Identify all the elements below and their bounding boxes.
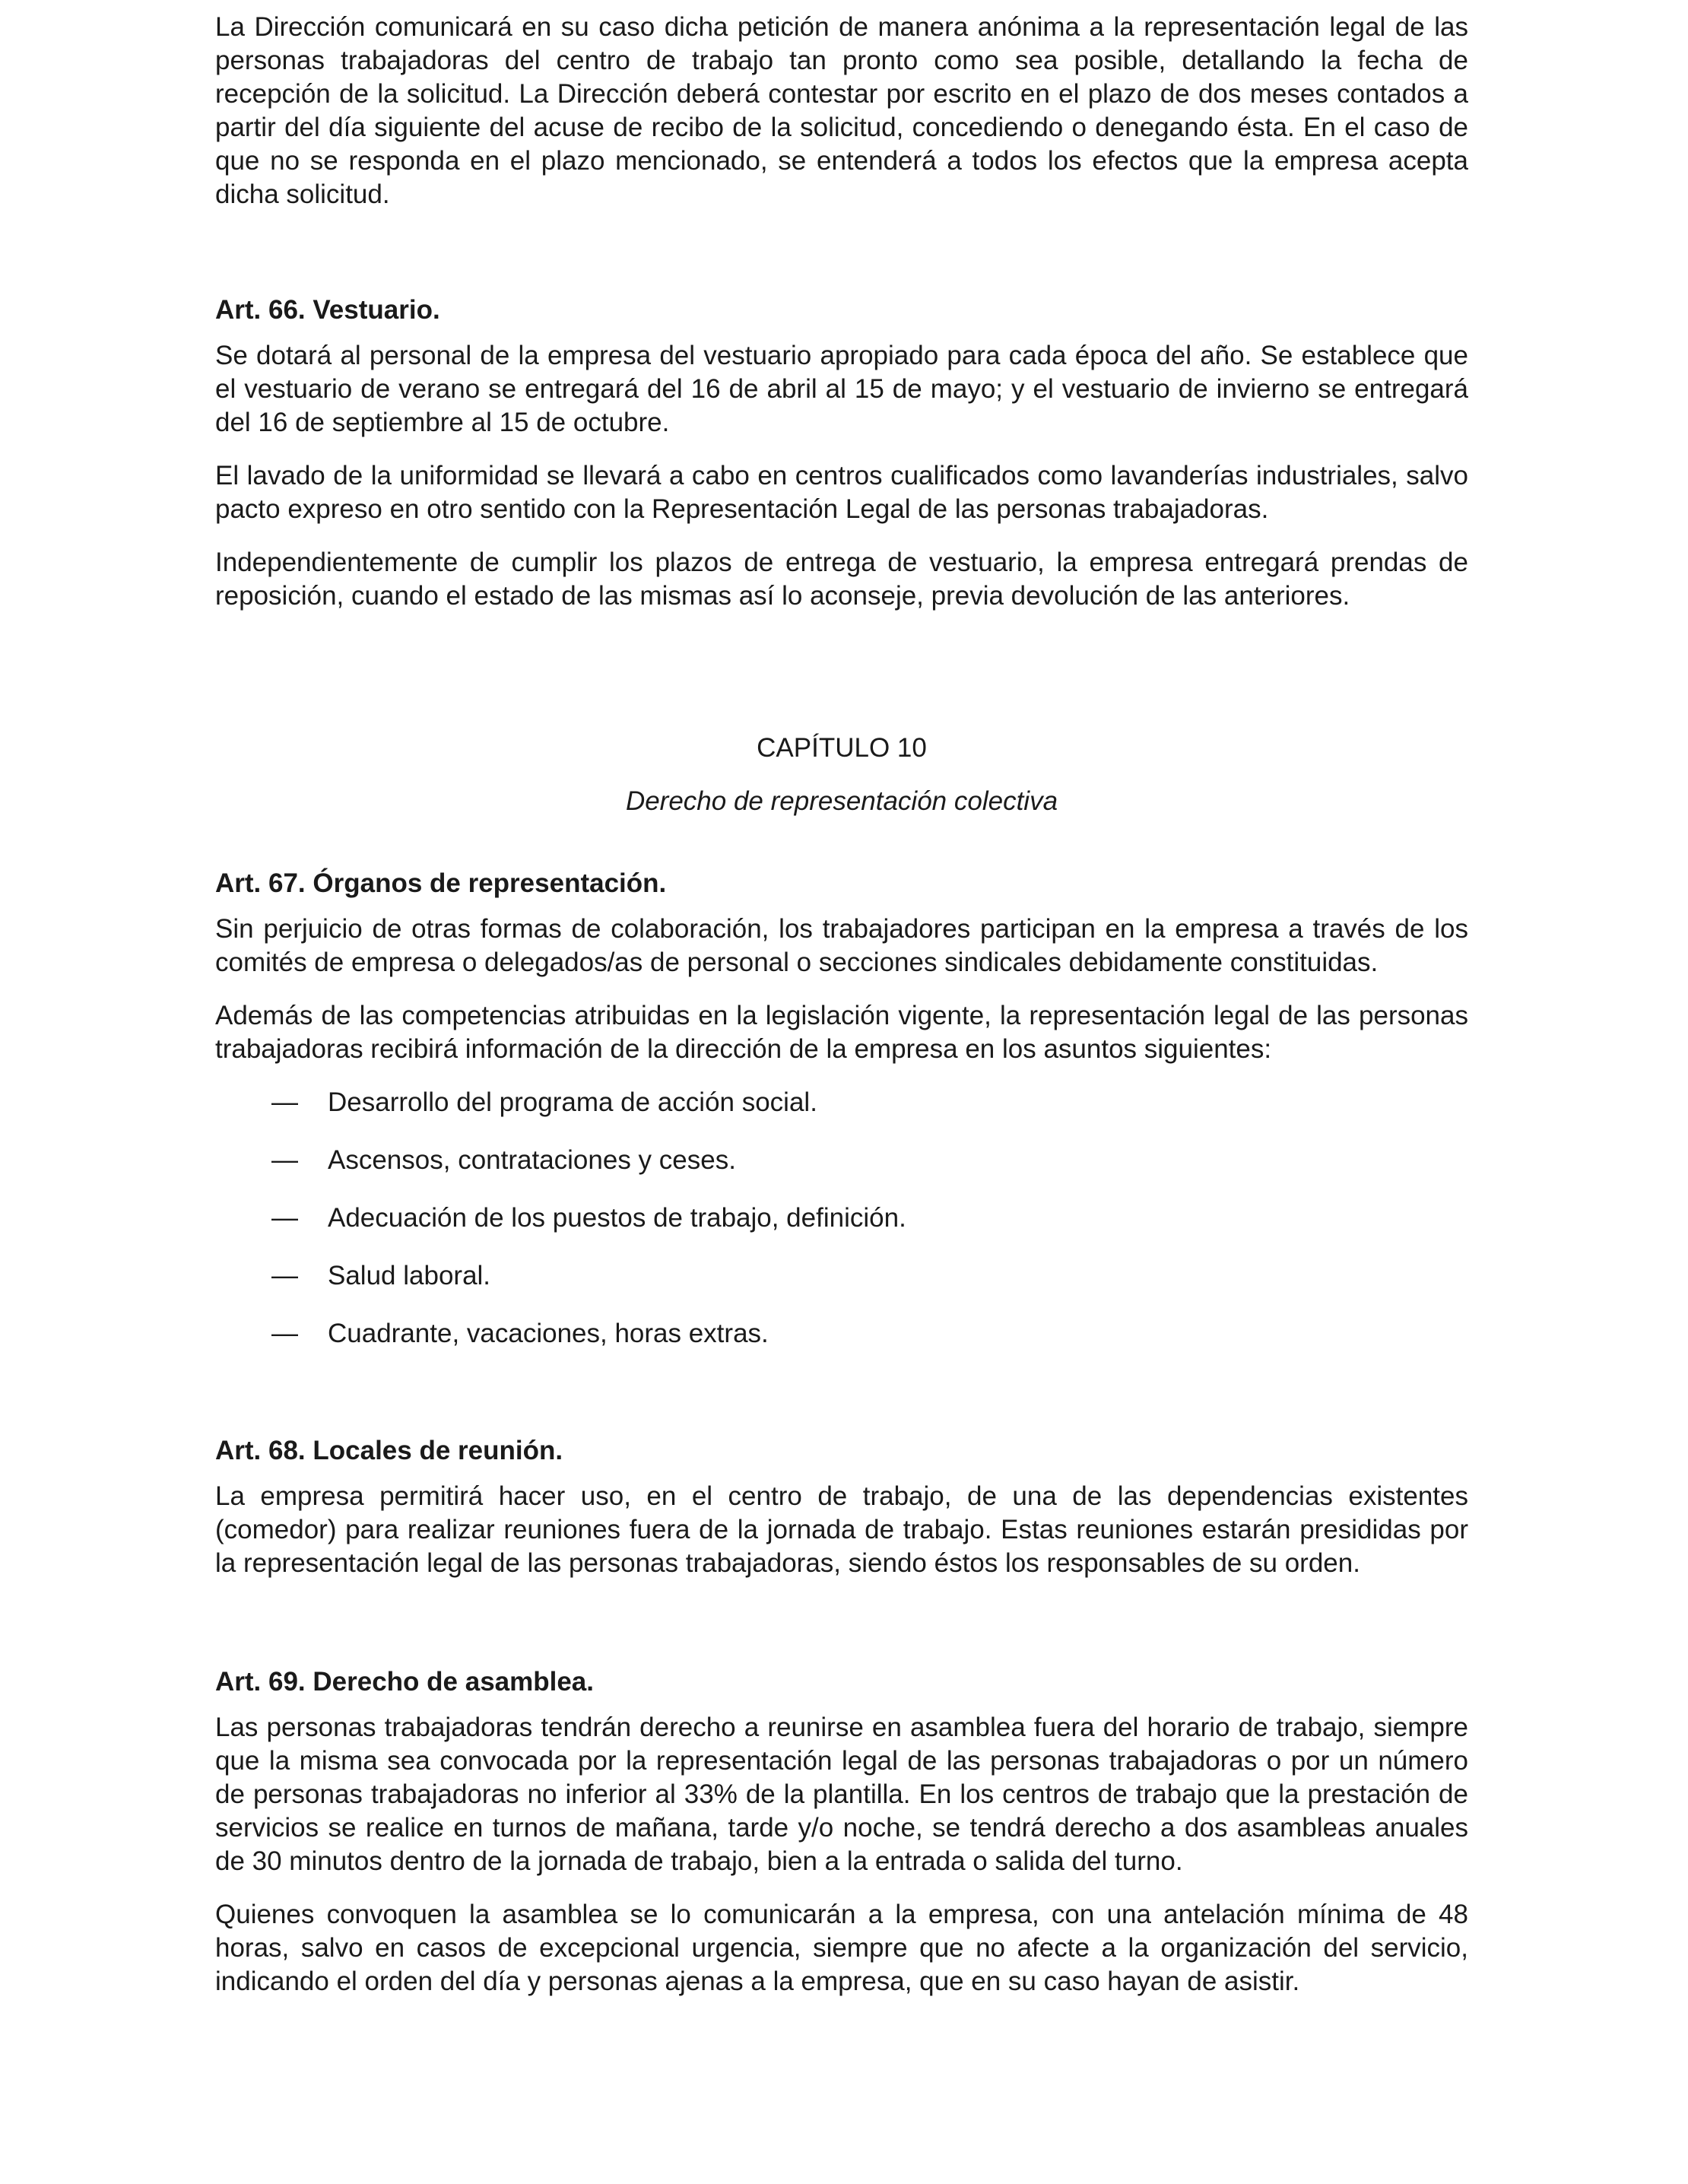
list-item-text: Cuadrante, vacaciones, horas extras. [328,1319,769,1348]
intro-paragraph: La Dirección comunicará en su caso dicha petición de manera anónima a la representación legal de las personas trabajadoras del centro de trabajo tan pronto como sea posible, detallando la fecha de recepción de la solicitud. La Dirección deberá contestar por escrito en el plazo de dos meses contados a partir del día siguiente del acuse de recibo de la solicitud, concediendo o denegando ésta. En el caso de que no se responda en el plazo mencionado, se entenderá a todos los efectos que la empresa acepta dicha solicitud. [215,12,1468,209]
list-item [215,1259,1468,1293]
article-67-title: Art. 67. Órganos de representación. [215,868,667,898]
chapter-subtitle: Derecho de representación colectiva [625,786,1058,816]
list-item-text: Salud laboral. [328,1261,491,1290]
list-item-text: Ascensos, contrataciones y ceses. [328,1145,736,1175]
dash-bullet: — [271,1203,298,1233]
article-66-paragraph-2: El lavado de la uniformidad se llevará a cabo en centros cualificados como lavanderías industriales, salvo pacto expreso en otro sentido con la Representación Legal de las personas trabajadoras. [215,461,1468,524]
document-page [215,11,1468,1998]
dash-bullet: — [271,1087,298,1117]
article-66-title: Art. 66. Vestuario. [215,295,440,325]
dash-bullet: — [271,1145,298,1175]
article-69-paragraph-1: Las personas trabajadoras tendrán derecho a reunirse en asamblea fuera del horario de trabajo, siempre que la misma sea convocada por la representación legal de las personas trabajadoras o por un número de personas trabajadoras no inferior al 33% de la plantilla. En los centros de trabajo que la prestación de servicios se realice en turnos de mañana, tarde y/o noche, se tendrá derecho a dos asambleas anuales de 30 minutos dentro de la jornada de trabajo, bien a la entrada o salida del turno. [215,1713,1468,1876]
list-item [215,1086,1468,1119]
chapter-heading: CAPÍTULO 10 [757,733,927,763]
article-67-paragraph-1: Sin perjuicio de otras formas de colaboración, los trabajadores participan en la empresa a través de los comités de empresa o delegados/as de personal o secciones sindicales debidamente constituidas. [215,914,1468,977]
article-67-paragraph-2: Además de las competencias atribuidas en la legislación vigente, la representación legal de las personas trabajadoras recibirá información de la dirección de la empresa en los asuntos siguientes: [215,1001,1468,1064]
dash-bullet: — [271,1319,298,1348]
article-68-title: Art. 68. Locales de reunión. [215,1436,563,1465]
list-item [215,1144,1468,1177]
dash-bullet: — [271,1261,298,1290]
article-69-title: Art. 69. Derecho de asamblea. [215,1667,594,1697]
list-item [215,1317,1468,1351]
article-69-paragraph-2: Quienes convoquen la asamblea se lo comunicarán a la empresa, con una antelación mínima de 48 horas, salvo en casos de excepcional urgencia, siempre que no afecte a la organización del servicio, indicando el orden del día y personas ajenas a la empresa, que en su caso hayan de asistir. [215,1900,1468,1996]
list-item-text: Adecuación de los puestos de trabajo, definición. [328,1203,906,1233]
article-68-paragraph-1: La empresa permitirá hacer uso, en el centro de trabajo, de una de las dependencias existentes (comedor) para realizar reuniones fuera de la jornada de trabajo. Estas reuniones estarán presididas por la representación legal de las personas trabajadoras, siendo éstos los responsables de su orden. [215,1481,1468,1578]
article-66-paragraph-3: Independientemente de cumplir los plazos de entrega de vestuario, la empresa entregará prendas de reposición, cuando el estado de las mismas así lo aconseje, previa devolución de las anteriores. [215,548,1468,611]
article-66-paragraph-1: Se dotará al personal de la empresa del vestuario apropiado para cada época del año. Se establece que el vestuario de verano se entregará del 16 de abril al 15 de mayo; y el vestuario de invierno se entregará del 16 de septiembre al 15 de octubre. [215,341,1468,437]
list-item [215,1202,1468,1235]
list-item-text: Desarrollo del programa de acción social. [328,1087,817,1117]
article-67-list [215,1086,1468,1351]
